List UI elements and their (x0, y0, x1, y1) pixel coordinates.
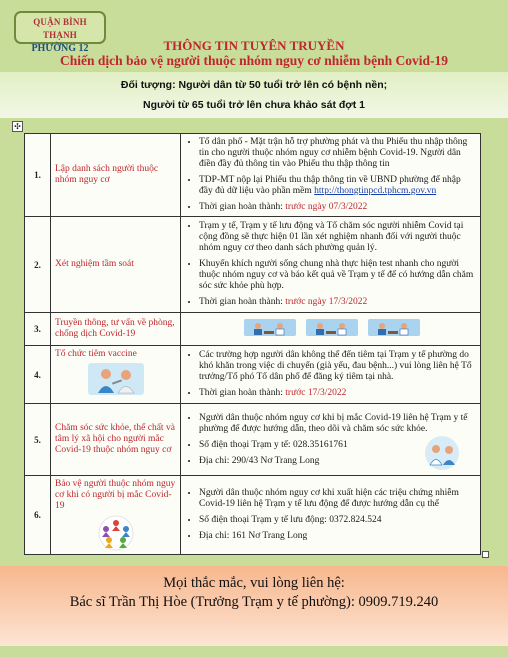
row-details (181, 476, 481, 555)
row-number: 2. (25, 217, 51, 313)
footer-contact-prompt: Mọi thắc mắc, vui lòng liên hệ: (163, 575, 345, 591)
row-details (181, 134, 481, 217)
bullet-text: TDP-MT nộp lại Phiếu thu thập thông tin về UBND phường để nhập đầy đủ dữ liệu vào phần mềm (199, 175, 461, 196)
audience-line-1: Đối tượng: Người dân từ 50 tuổi trở lên có bệnh nền; (120, 79, 388, 91)
table-row (25, 134, 481, 217)
consultation-illustration-icon (242, 316, 422, 338)
row-details (181, 313, 481, 346)
campaign-table (24, 133, 481, 555)
page-title: THÔNG TIN TUYÊN TRUYỀN (163, 38, 345, 53)
row-number: 5. (25, 404, 51, 476)
bullet-item: • Trạm y tế, Trạm y tế lưu động và Tổ chăm sóc người nhiễm Covid tại cộng đồng sẽ thực hiện 01 lần xét nghiệm nhanh đối với người thuộc nhóm nguy cơ theo danh sách phường quản lý. (199, 221, 476, 254)
row-details (181, 404, 481, 476)
bullet-item: • Số điện thoại Trạm y tế lưu động: 0372.824.524 (199, 515, 476, 526)
bullet-item: • Các trường hợp người dân không thể đến tiêm tại Trạm y tế phường do khó khăn trong việc di chuyển (già yếu, đau bệnh...) vui lòng liên hệ Tổ trưởng/Tổ phó Tổ dân phố để đăng ký tiêm tại nhà. (199, 350, 476, 383)
row-title-cell (51, 476, 181, 555)
bullet-text: Thời gian hoàn thành: (199, 202, 286, 212)
deadline: trước ngày 17/3/2022 (285, 297, 368, 307)
table-row (25, 313, 481, 346)
table-row (25, 476, 481, 555)
row-details (181, 346, 481, 404)
bullet-item: • Địa chỉ: 290/43 Nơ Trang Long (199, 456, 476, 467)
deadline: trước ngày 07/3/2022 (285, 202, 368, 212)
footer-contact-doctor: Bác sĩ Trần Thị Hòe (Trưởng Trạm y tế phường): 0909.719.240 (69, 594, 439, 610)
row-number: 1. (25, 134, 51, 217)
bullet-item: • Địa chỉ: 161 Nơ Trang Long (199, 531, 476, 542)
row-number: 4. (25, 346, 51, 404)
bullet-item (199, 297, 476, 308)
page-subtitle: Chiến dịch bảo vệ người thuộc nhóm nguy cơ nhiễm bệnh Covid-19 (60, 53, 448, 68)
row-details (181, 217, 481, 313)
row-number: 6. (25, 476, 51, 555)
deadline: trước 17/3/2022 (285, 388, 347, 398)
row-title: Xét nghiệm tầm soát (51, 217, 181, 313)
table-row (25, 346, 481, 404)
bullet-text: Thời gian hoàn thành: (199, 388, 286, 398)
bullet-text: Thời gian hoàn thành: (199, 297, 286, 307)
vaccination-illustration-icon (88, 363, 144, 395)
ward-label: PHƯỜNG 12 (31, 43, 89, 54)
bullet-item: • Người dân thuộc nhóm nguy cơ khi bị mắc Covid-19 liên hệ Trạm y tế phường để được hướng dẫn, theo dõi và chăm sóc sức khỏe. (199, 413, 476, 435)
bullet-item (199, 202, 476, 213)
audience-line-2: Người từ 65 tuổi trở lên chưa khảo sát đợt 1 (143, 99, 365, 111)
bullet-item (199, 175, 476, 197)
row-title: Tổ chức tiêm vaccine (55, 349, 137, 359)
bullet-item: • Tổ dân phố - Mặt trận hỗ trợ phường phát và thu Phiếu thu nhập thông tin cho người thuộc nhóm nguy cơ nhiễm bệnh Covid-19. Người dân điền đầy đủ thông tin vào Phiếu thu thập thông tin (199, 137, 476, 170)
table-row (25, 217, 481, 313)
bullet-item (199, 388, 476, 399)
doctor-care-illustration-icon (422, 435, 462, 471)
row-title: Chăm sóc sức khỏe, thể chất và tâm lý xã hội cho người mắc Covid-19 thuộc nhóm nguy cơ (51, 404, 181, 476)
bullet-item: • Số điện thoại Trạm y tế: 028.35161761 (199, 440, 476, 451)
website-link[interactable]: http://thongtinpcd.tphcm.gov.vn (314, 186, 437, 196)
row-title: Truyền thông, tư vấn về phòng, chống dịch Covid-19 (51, 313, 181, 346)
row-title: Lập danh sách người thuộc nhóm nguy cơ (51, 134, 181, 217)
table-move-handle-icon[interactable]: ✣ (12, 121, 23, 132)
bullet-item: • Người dân thuộc nhóm nguy cơ khi xuất hiện các triệu chứng nhiễm Covid-19 liên hệ Trạm y tế lưu động để được hướng dẫn cụ thể (199, 488, 476, 510)
row-title-cell (51, 346, 181, 404)
row-number: 3. (25, 313, 51, 346)
table-row (25, 404, 481, 476)
community-protection-icon (96, 515, 136, 551)
bullet-item: • Khuyến khích người sống chung nhà thực hiện test nhanh cho người thuộc nhóm nguy cơ và báo kết quả về Trạm y tế để có hướng dẫn chăm sóc sức khỏe phù hợp. (199, 259, 476, 292)
district-label: QUẬN BÌNH THẠNH (33, 17, 87, 40)
row-title: Bảo vệ người thuộc nhóm nguy cơ khi có người bị mắc Covid-19 (55, 479, 176, 511)
table-resize-handle-icon[interactable] (482, 551, 489, 558)
